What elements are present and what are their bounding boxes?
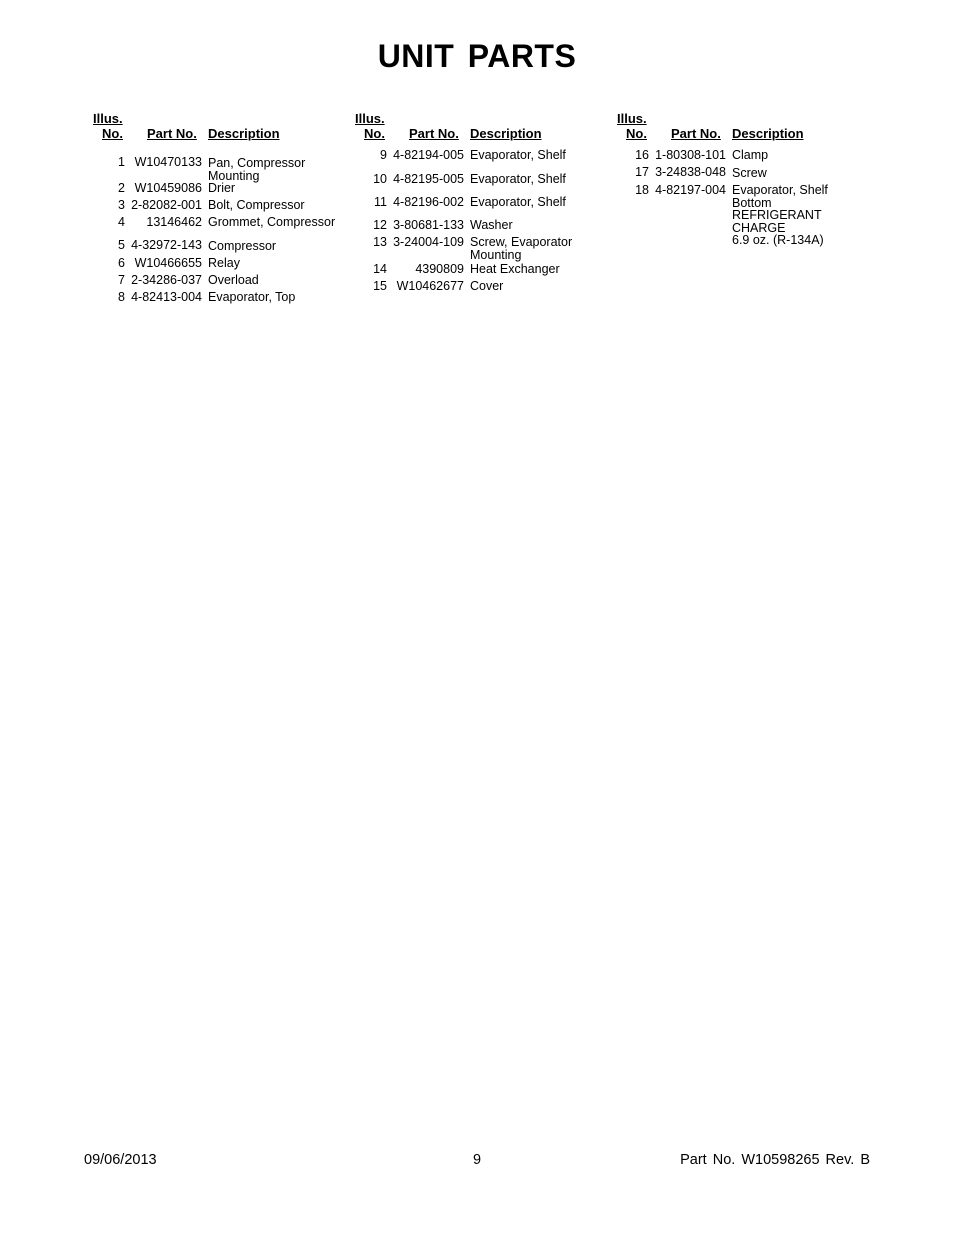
illus-no: 7 [118,273,125,287]
column-header [355,112,610,144]
part-description: Drier [208,181,236,195]
part-description: Overload [208,273,259,287]
parts-column-3 [617,111,872,247]
header-part-no: Part No. [409,126,459,141]
column-header [617,112,872,144]
part-description: Clamp [732,148,769,162]
part-no: W10462677 [396,279,464,293]
part-no: 4-82197-004 [655,183,726,197]
part-description: Evaporator, Top [208,290,296,304]
part-no: 4-82413-004 [131,290,202,304]
part-no: 4-32972-143 [131,238,202,252]
part-no: 4390809 [415,262,464,276]
illus-no: 10 [373,172,387,186]
footer-part-number: Part No. W10598265 Rev. B [680,1152,870,1168]
part-description: Evaporator, Shelf Bottom REFRIGERANT CHARGE 6.9 oz. (R-134A) [732,183,828,247]
part-no: 3-24838-048 [655,165,726,179]
illus-no: 15 [373,279,387,293]
part-description: Bolt, Compressor [208,198,305,212]
illus-no: 16 [635,148,649,162]
part-description: Screw, Evaporator Mounting [470,235,573,262]
part-no: 3-80681-133 [393,218,464,232]
header-no: No. [102,126,123,141]
header-illus: Illus. [617,111,647,126]
part-no: W10470133 [134,155,202,169]
part-description: Cover [470,279,504,293]
illus-no: 11 [374,195,387,209]
illus-no: 12 [373,218,387,232]
header-illus: Illus. [93,111,123,126]
part-description: Heat Exchanger [470,262,560,276]
part-description: Washer [470,218,513,232]
parts-column-1 [93,111,348,304]
header-no: No. [626,126,647,141]
part-description: Grommet, Compressor [208,215,336,229]
part-description: Pan, Compressor Mounting [208,156,306,183]
part-description: Screw [732,166,767,180]
part-no: W10466655 [134,256,202,270]
illus-no: 1 [118,155,125,169]
part-no: 4-82196-002 [393,195,464,209]
column-header [93,112,348,144]
illus-no: 4 [118,215,125,229]
parts-column-2 [355,111,610,293]
header-description: Description [732,126,804,141]
part-no: 2-82082-001 [131,198,202,212]
part-no: 3-24004-109 [393,235,464,249]
part-description: Evaporator, Shelf [470,172,566,186]
illus-no: 6 [118,256,125,270]
footer-page-number: 9 [472,1152,482,1168]
part-no: 13146462 [146,215,202,229]
part-no: 2-34286-037 [131,273,202,287]
part-no: W10459086 [134,181,202,195]
illus-no: 3 [118,198,125,212]
header-part-no: Part No. [671,126,721,141]
header-part-no: Part No. [147,126,197,141]
illus-no: 14 [373,262,387,276]
illus-no: 8 [118,290,125,304]
illus-no: 18 [635,183,649,197]
illus-no: 9 [380,148,387,162]
part-no: 1-80308-101 [655,148,726,162]
header-description: Description [208,126,280,141]
illus-no: 5 [118,238,125,252]
header-no: No. [364,126,385,141]
part-no: 4-82195-005 [393,172,464,186]
illus-no: 17 [635,165,649,179]
part-description: Evaporator, Shelf [470,148,566,162]
part-no: 4-82194-005 [393,148,464,162]
header-illus: Illus. [355,111,385,126]
page-title: UNIT PARTS [377,38,577,74]
header-description: Description [470,126,542,141]
illus-no: 2 [118,181,125,195]
illus-no: 13 [373,235,387,249]
part-description: Relay [208,256,240,270]
part-description: Compressor [208,239,277,253]
footer-date: 09/06/2013 [84,1152,157,1168]
part-description: Evaporator, Shelf [470,195,566,209]
